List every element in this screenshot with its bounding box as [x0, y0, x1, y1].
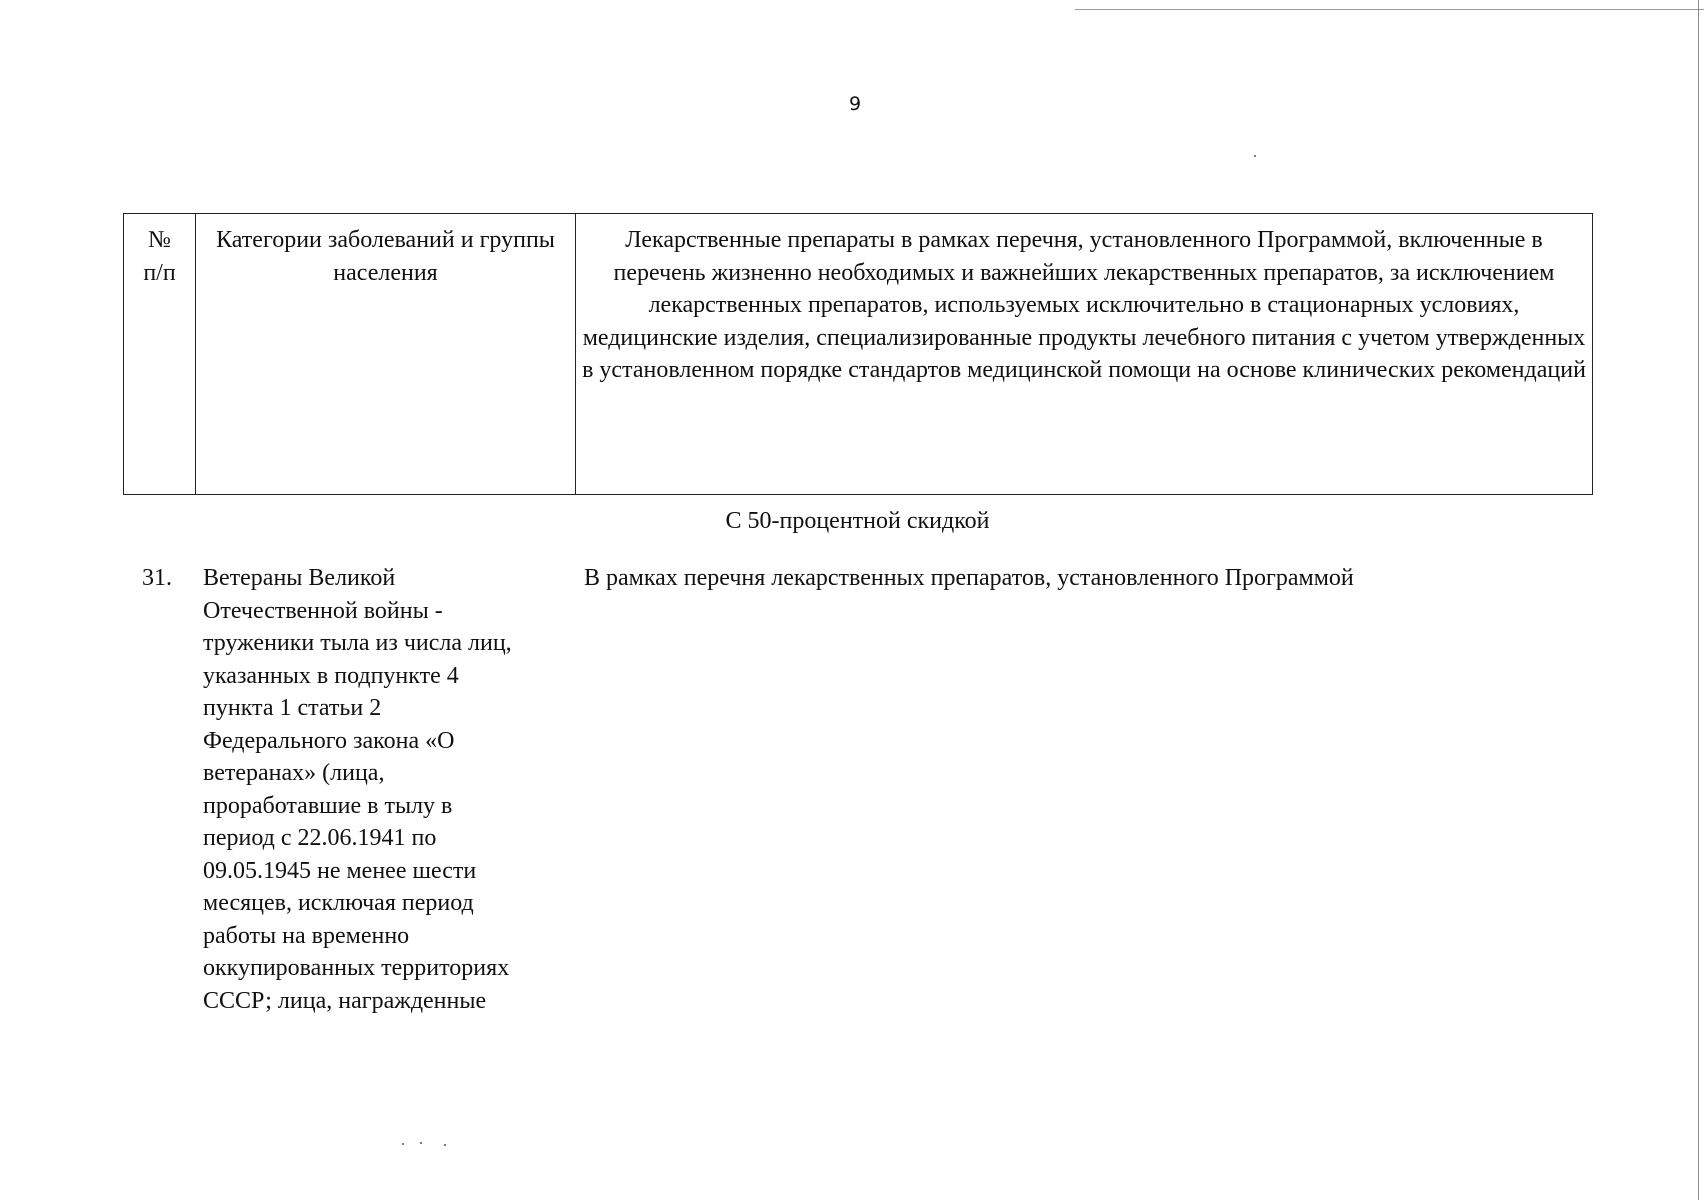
scan-speck	[1254, 155, 1256, 157]
header-medications-label: Лекарственные препараты в рамках перечня, установленного Программой, включенные в перечень жизненно необходимых и важнейших лекарственных препаратов, за исключением лекарственных препаратов, используемых исключительно в стационарных условиях, медицинские изделия, специализированные продукты лечебного питания с учетом утвержденных в установленном порядке стандартов медицинской помощи на основе клинических рекомендаций	[582, 227, 1586, 383]
header-cell-medications	[576, 214, 1593, 495]
scan-speck	[444, 1144, 446, 1146]
row-medications-text: В рамках перечня лекарственных препаратов, установленного Программой	[584, 565, 1354, 591]
scan-speck	[402, 1143, 404, 1145]
table-header-row	[124, 214, 1593, 495]
header-cell-category	[196, 214, 576, 495]
page-number: 9	[848, 93, 862, 115]
header-number-label: № п/п	[143, 227, 176, 286]
header-cell-number	[124, 214, 196, 495]
header-category-label: Категории заболеваний и группы населения	[216, 227, 555, 286]
section-title: С 50-процентной скидкой	[725, 508, 990, 534]
column-header-table	[123, 213, 1593, 495]
scan-edge-top	[1075, 9, 1704, 10]
scan-speck	[420, 1142, 422, 1144]
scan-edge-right	[1698, 0, 1699, 1200]
row-number: 31.	[142, 565, 172, 591]
row-category-text: Ветераны Великой Отечественной войны - труженики тыла из числа лиц, указанных в подпункте 4 пункта 1 статьи 2 Федерального закона «О ветеранах» (лица, проработавшие в тылу в период с 22.06.1941 по 09.05.1945 не менее шести месяцев, исключая период работы на временно оккупированных территориях СССР; лица, награжденные	[203, 565, 512, 1014]
